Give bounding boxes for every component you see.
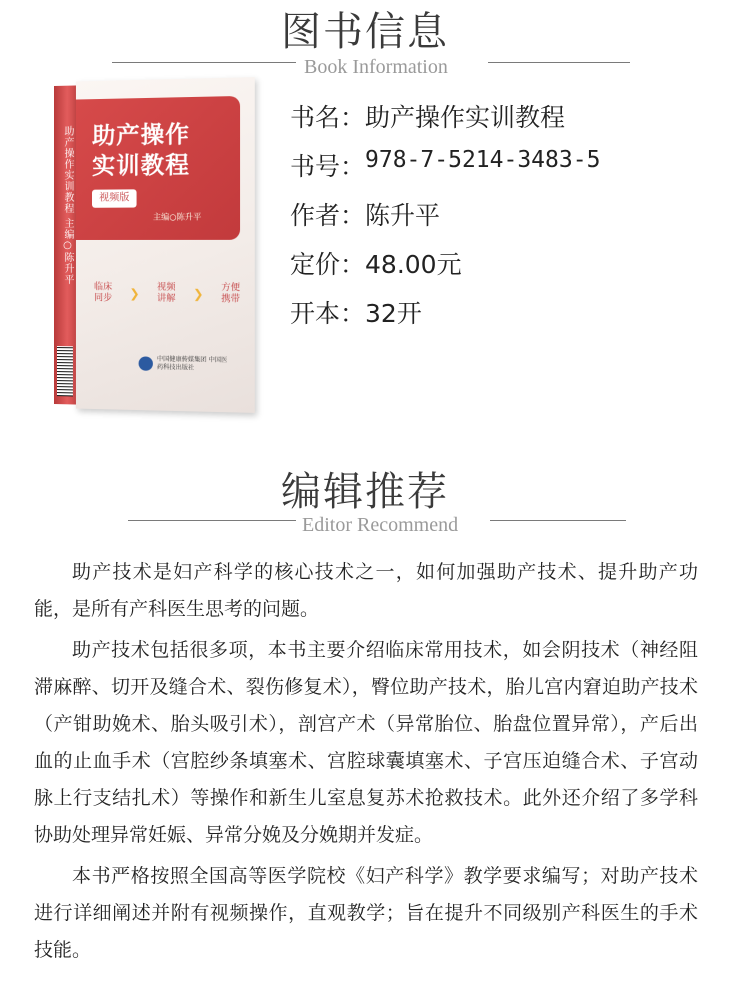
book-front: [76, 77, 255, 413]
info-value: 陈升平: [365, 201, 441, 230]
info-row-author: [290, 196, 600, 245]
feature-item: 方便携带: [221, 282, 241, 305]
info-value: 48.00元: [365, 250, 462, 279]
info-row-price: [290, 245, 600, 294]
barcode-icon: [57, 346, 73, 396]
paragraph: 助产技术是妇产科学的核心技术之一，如何加强助产技术、提升助产功能，是所有产科医生思考的问题。: [34, 561, 698, 620]
arrow-icon: ❯: [129, 286, 140, 301]
feature-item: 视频讲解: [156, 282, 176, 305]
info-label: 定价：: [290, 250, 366, 279]
publisher: [139, 355, 230, 373]
arrow-icon: ❯: [193, 286, 204, 302]
header-divider-right: [490, 520, 626, 521]
spine-text: 助产操作实训教程 主编○陈升平: [61, 125, 73, 286]
editor-recommend-header: [0, 468, 730, 516]
book-info-title: 图书信息: [281, 9, 449, 55]
info-value: 978-7-5214-3483-5: [365, 147, 601, 173]
book-info-header: [0, 8, 730, 56]
editor-recommend-title: 编辑推荐: [281, 469, 449, 515]
info-label: 作者：: [290, 201, 366, 230]
header-divider-right: [488, 62, 630, 63]
editor-recommend-body: [34, 554, 698, 973]
cover-title: [92, 119, 190, 181]
info-row-isbn: [290, 147, 600, 196]
cover-features: [90, 282, 244, 305]
feature-item: 临床同步: [94, 282, 113, 304]
paragraph: 本书严格按照全国高等医学院校《妇产科学》教学要求编写；对助产技术进行详细阐述并附有视频操作，直观教学；旨在提升不同级别产科医生的手术技能。: [34, 865, 698, 961]
book-cover-image: [54, 77, 255, 413]
cover-editor: 主编○陈升平: [152, 212, 202, 222]
header-divider-left: [128, 520, 296, 521]
book-info-list: [290, 98, 600, 343]
cover-title-panel: [76, 96, 240, 240]
info-value: 32开: [365, 299, 422, 328]
info-label: 书号：: [290, 152, 366, 181]
publisher-logo-icon: [139, 356, 153, 370]
edition-tag: 视频版: [92, 189, 137, 207]
book-spine: [54, 85, 76, 404]
info-row-title: [290, 98, 600, 147]
cover-title-line1: 助产操作: [92, 121, 190, 150]
info-value: 助产操作实训教程: [365, 103, 566, 132]
book-info-subtitle: Book Information: [304, 56, 448, 78]
info-row-format: [290, 294, 600, 343]
cover-title-line2: 实训教程: [92, 152, 190, 180]
info-label: 开本：: [290, 299, 366, 328]
info-label: 书名：: [290, 103, 366, 132]
editor-recommend-subtitle: Editor Recommend: [302, 514, 459, 536]
paragraph: 助产技术包括很多项，本书主要介绍临床常用技术，如会阴技术（神经阻滞麻醉、切开及缝合术、裂伤修复术），臀位助产技术，胎儿宫内窘迫助产技术（产钳助娩术、胎头吸引术），剖宫产术（异常胎位、胎盘位置异常），产后出血的止血手术（宫腔纱条填塞术、宫腔球囊填塞术、子宫压迫缝合术、子宫动脉上行支结扎术）等操作和新生儿室息复苏术抢救技术。此外还介绍了多学科协助处理异常妊娠、异常分娩及分娩期并发症。: [34, 639, 698, 846]
header-divider-left: [112, 62, 296, 63]
publisher-name: 中国健康传媒集团 中国医药科技出版社: [157, 355, 228, 372]
